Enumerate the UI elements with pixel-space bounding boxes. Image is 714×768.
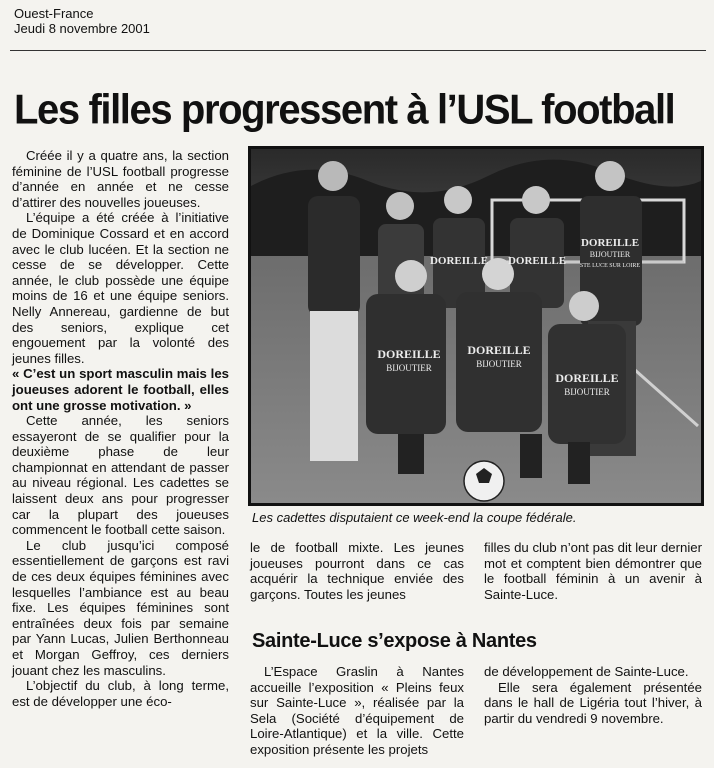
article-column-2 bbox=[250, 540, 464, 602]
article-headline: Les filles progressent à l’USL football bbox=[14, 87, 675, 133]
shirt-sponsor-sub: BIJOUTIER bbox=[386, 363, 432, 373]
pull-quote: « C’est un sport masculin mais les joueuses adorent le football, elles ont une grosse motivation. » bbox=[12, 366, 229, 413]
photo-caption: Les cadettes disputaient ce week-end la coupe fédérale. bbox=[252, 510, 577, 525]
shirt-sponsor-location: STE LUCE SUR LOIRE bbox=[579, 263, 641, 269]
secondary-headline: Sainte-Luce s’expose à Nantes bbox=[252, 630, 537, 652]
paragraph: Cette année, les seniors essayeront de se qualifier pour la deuxième phase de leur championnat en attendant de passer au niveau régional. Les cadettes se laissent deux ans pour progresser car la plupart des joueuses commencent le football cette saison. bbox=[12, 413, 229, 538]
shirt-sponsor-text: DOREILLE bbox=[377, 347, 441, 361]
shirt-sponsor-sub: BIJOUTIER bbox=[564, 387, 610, 397]
issue-date: Jeudi 8 novembre 2001 bbox=[14, 21, 150, 36]
paragraph: Le club jusqu’ici composé essentiellement de garçons est ravi de ces deux équipes féminines avec lesquelles l’ambiance est au beau fixe. Les équipes féminines sont entraînées deux fois par semaine par Yann Lucas, Julien Berthonneau et Morgan Geffroy, ces derniers jouant chez les masculins. bbox=[12, 537, 229, 678]
paragraph: L’objectif du club, à long terme, est de développer une éco- bbox=[12, 678, 229, 709]
article-column-5 bbox=[484, 664, 702, 726]
shirt-sponsor-text: DOREILLE bbox=[467, 343, 531, 357]
paragraph: Elle sera également présentée dans le hall de Ligéria tout l’hiver, à partir du vendredi 9 novembre. bbox=[484, 679, 702, 726]
paragraph: le de football mixte. Les jeunes joueuses pourront dans ce cas acquérir la technique enviée des garçons. Toutes les jeunes bbox=[250, 540, 464, 602]
team-photo bbox=[248, 146, 704, 506]
article-column-1 bbox=[12, 148, 229, 709]
paragraph: filles du club n’ont pas dit leur dernier mot et comptent bien démontrer que le football féminin à un avenir à Sainte-Luce. bbox=[484, 540, 702, 602]
shirt-sponsor-text: DOREILLE bbox=[429, 255, 489, 267]
page-header bbox=[14, 6, 150, 36]
shirt-sponsor-sub: BIJOUTIER bbox=[476, 359, 522, 369]
newspaper-name: Ouest-France bbox=[14, 6, 94, 21]
header-rule bbox=[10, 50, 706, 51]
paragraph: L’Espace Graslin à Nantes accueille l’exposition « Pleins feux sur Sainte-Luce », réalisée par la Sela (Société d’équipement de Loire-Atlantique) et la ville. Cette exposition présente les projets bbox=[250, 664, 464, 757]
paragraph: de développement de Sainte-Luce. bbox=[484, 664, 689, 679]
shirt-sponsor-text: DOREILLE bbox=[555, 371, 619, 385]
article-column-4 bbox=[250, 664, 464, 758]
shirt-sponsor-text: DOREILLE bbox=[580, 237, 640, 249]
article-column-3 bbox=[484, 540, 702, 602]
paragraph: L’équipe a été créée à l’initiative de Dominique Cossard et en accord avec le club lucéen. Et la section ne cesse de se développer. Cette année, le club possède une équipe moins de 16 et une équipe seniors. Nelly Annereau, gardienne de but des seniors, explique cet engouement par la volonté des jeunes filles. bbox=[12, 210, 229, 366]
shirt-sponsor-text: DOREILLE bbox=[507, 255, 567, 267]
paragraph: Créée il y a quatre ans, la section féminine de l’USL football progresse d’année en année et ne cesse d’attirer des nouvelles joueuses. bbox=[12, 148, 229, 210]
shirt-sponsor-sub: BIJOUTIER bbox=[589, 250, 631, 259]
